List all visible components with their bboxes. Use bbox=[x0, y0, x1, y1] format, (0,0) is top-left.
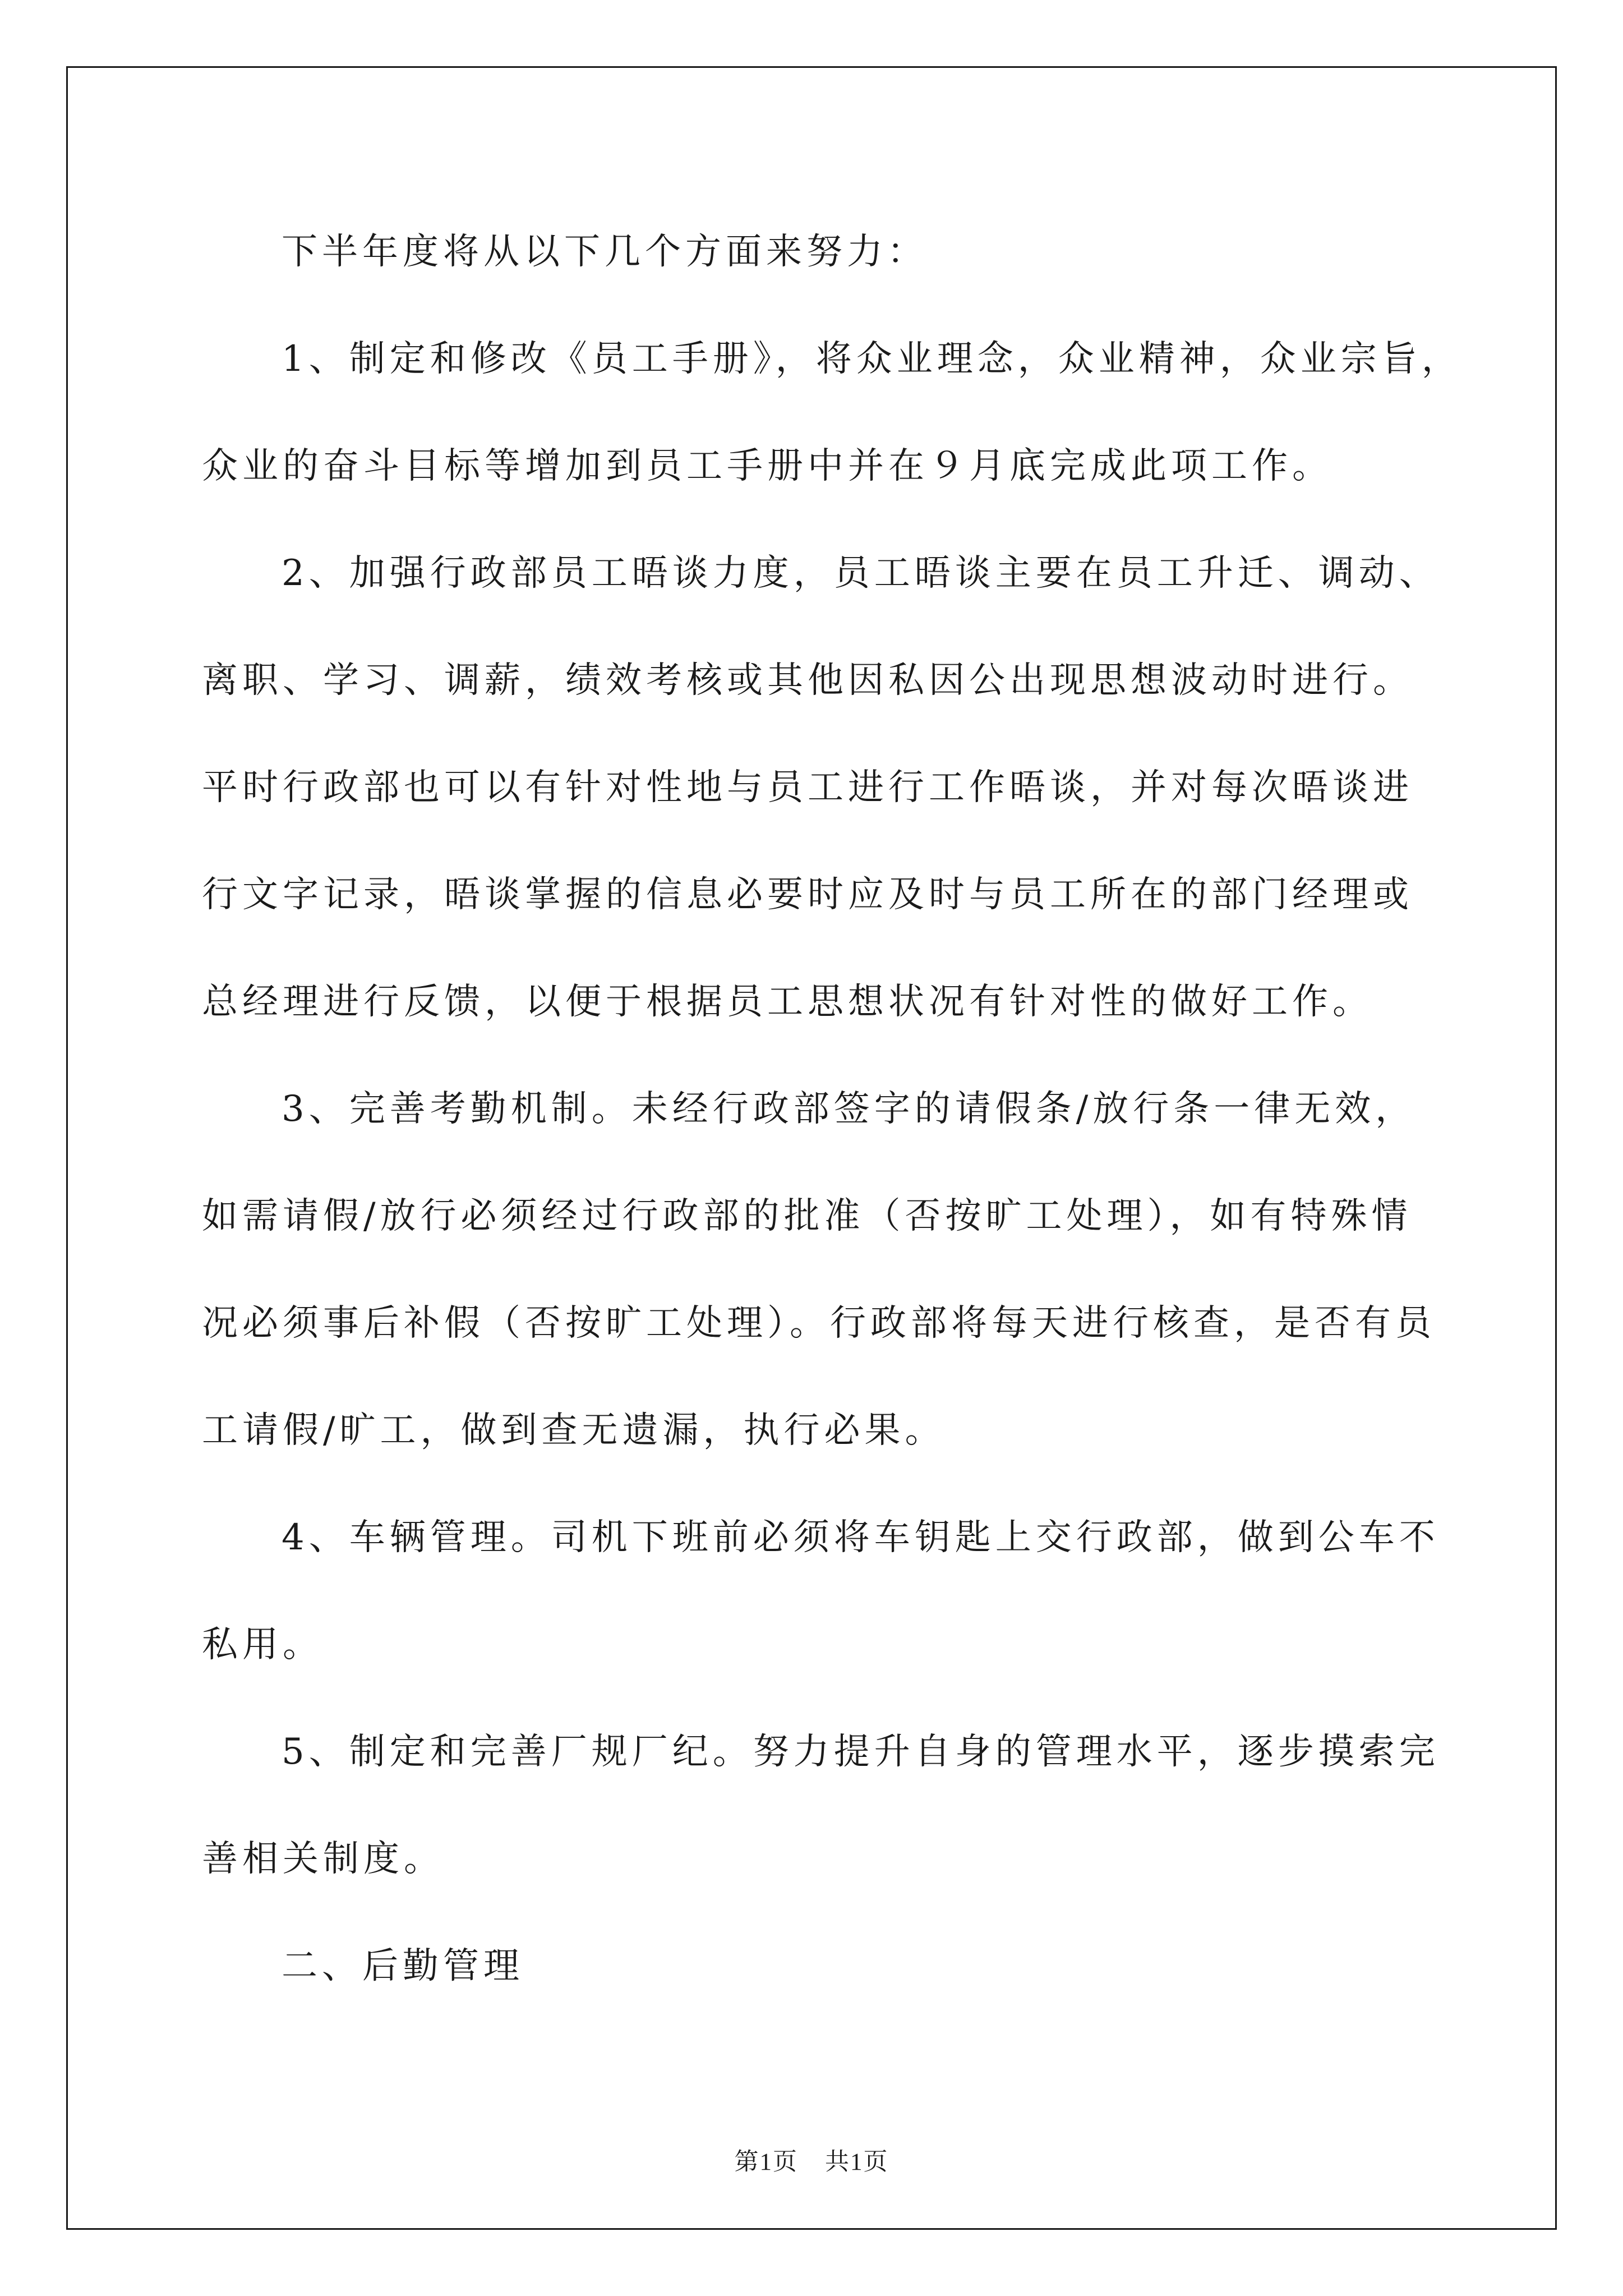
paragraph-line: 总经理进行反馈，以便于根据员工思想状况有针对性的做好工作。 bbox=[202, 981, 1373, 1023]
document-body bbox=[202, 222, 1462, 2043]
page-number: 第1页 bbox=[734, 2149, 798, 2175]
paragraph-line: 下半年度将从以下几个方面来努力： bbox=[282, 231, 928, 273]
paragraph-line: 1、制定和修改《员工手册》，将众业理念，众业精神，众业宗旨， bbox=[282, 338, 1462, 380]
paragraph-line: 3、完善考勤机制。未经行政部签字的请假条/放行条一律无效， bbox=[282, 1088, 1416, 1130]
paragraph-line: 私用。 bbox=[202, 1624, 323, 1665]
section-heading: 二、后勤管理 bbox=[282, 1945, 524, 1987]
paragraph-line: 工请假/旷工，做到查无遗漏，执行必果。 bbox=[202, 1410, 946, 1451]
paragraph-line: 平时行政部也可以有针对性地与员工进行工作晤谈，并对每次晤谈进 bbox=[202, 767, 1413, 808]
paragraph-line: 况必须事后补假（否按旷工处理）。行政部将每天进行核查，是否有员 bbox=[202, 1303, 1436, 1344]
paragraph-line: 4、车辆管理。司机下班前必须将车钥匙上交行政部，做到公车不 bbox=[282, 1517, 1440, 1558]
paragraph-line: 离职、学习、调薪，绩效考核或其他因私因公出现思想波动时进行。 bbox=[202, 660, 1413, 701]
paragraph-line: 众业的奋斗目标等增加到员工手册中并在９月底完成此项工作。 bbox=[202, 445, 1332, 487]
page-total: 共1页 bbox=[825, 2149, 889, 2175]
paragraph-line: 5、制定和完善厂规厂纪。努力提升自身的管理水平，逐步摸索完 bbox=[282, 1731, 1440, 1773]
paragraph-line: 如需请假/放行必须经过行政部的批准（否按旷工处理），如有特殊情 bbox=[202, 1195, 1412, 1237]
paragraph-line: 行文字记录，晤谈掌握的信息必要时应及时与员工所在的部门经理或 bbox=[202, 874, 1413, 915]
paragraph-line: 2、加强行政部员工晤谈力度，员工晤谈主要在员工升迁、调动、 bbox=[282, 553, 1440, 594]
page-footer bbox=[0, 2143, 1623, 2177]
paragraph-line: 善相关制度。 bbox=[202, 1838, 444, 1880]
